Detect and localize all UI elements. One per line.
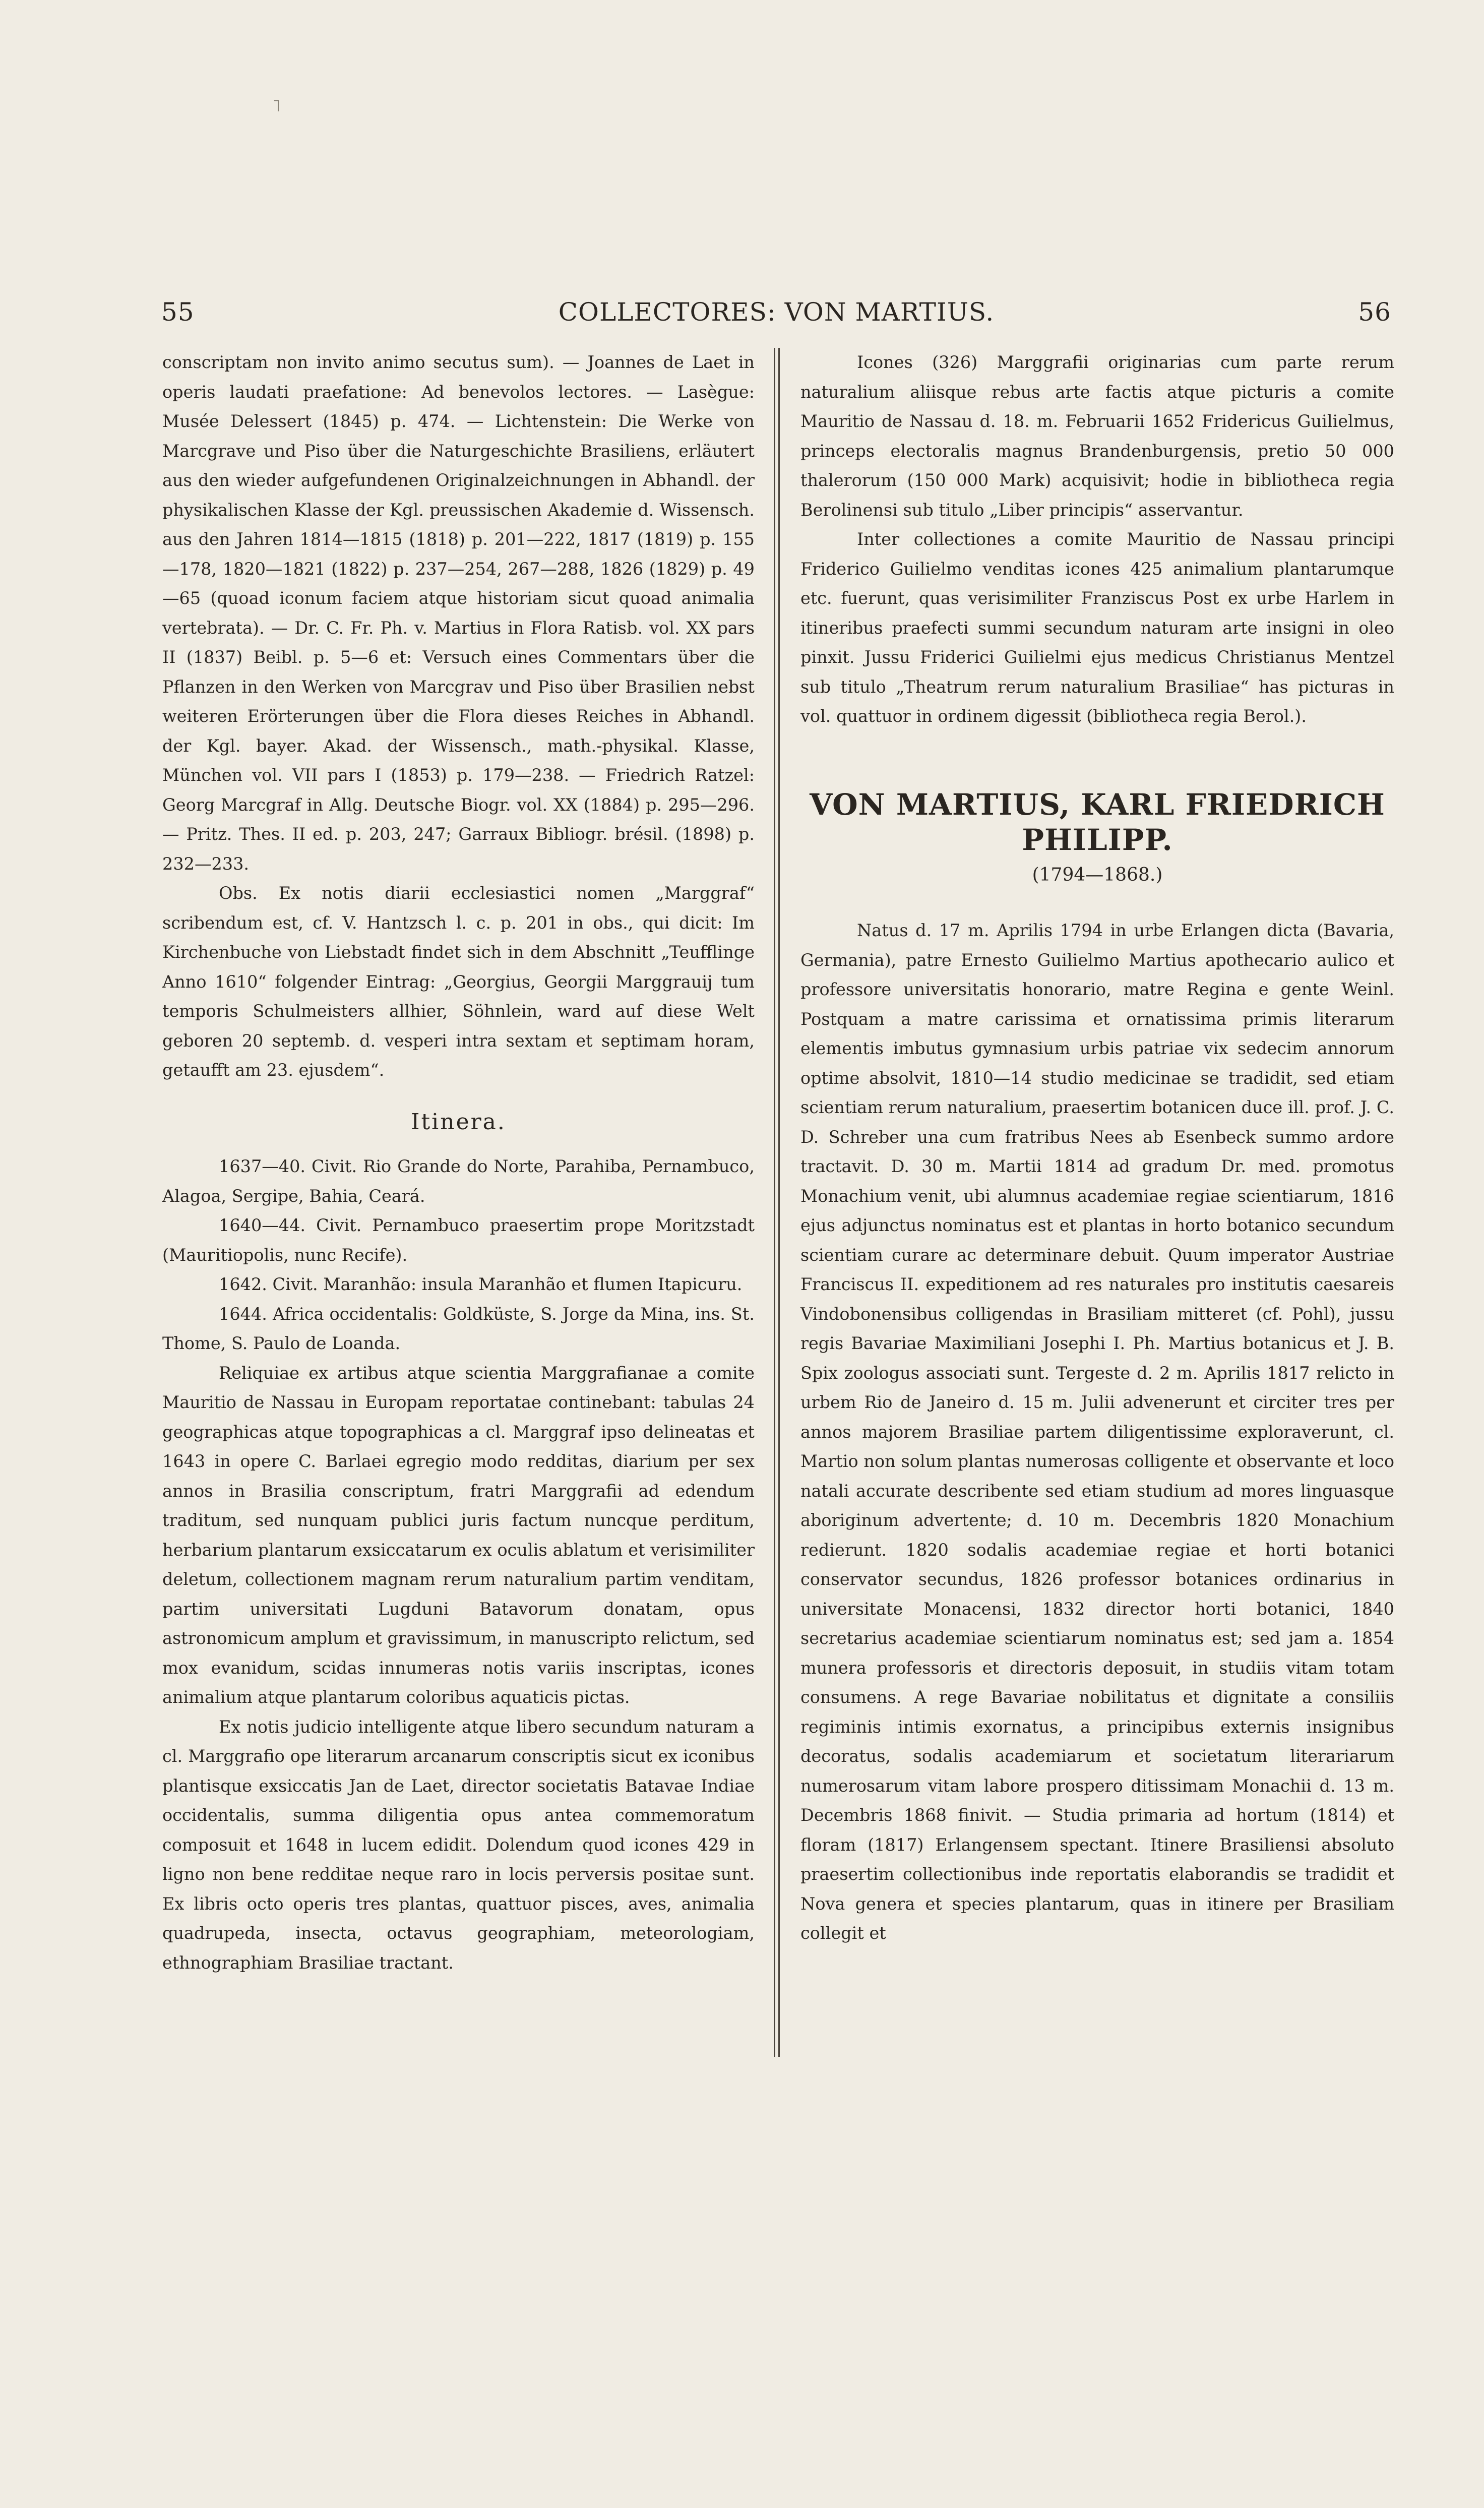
reliquiae-paragraph: Reliquiae ex artibus atque scientia Marggrafianae a comite Mauritio de Nassau in Europam reportatae continebant: tabulas 24 geographicas atque topographicas a cl. Marggraf ipso delineatas et 1643 in opere C. Barlaei egregio modo redditas, diarium per sex annos in Brasilia conscriptum, fratri Marggrafii ad edendum traditum, sed nunquam publici juris factum nuncque perditum, herbarium plantarum exsiccatarum ex oculis ablatum et verisimiliter deletum, collectionem magnam rerum naturalium partim venditam, partim universitati Lugduni Batavorum donatam, opus astronomicum amplum et gravissimum, in manuscripto relictum, sed mox evanidum, scidas innumeras notis variis inscriptas, icones animalium atque plantarum coloribus aquaticis pictas.	[162, 1363, 755, 1707]
laet-paragraph: Ex notis judicio intelligente atque libero secundum naturam a cl. Marggrafio ope literarum arcanarum conscriptis sicut ex iconibus plantisque exsiccatis Jan de Laet, director societatis Batavae Indiae occidentalis, summa diligentia opus antea commemoratum composuit et 1648 in lucem edidit. Dolendum quod icones 429 in ligno non bene redditae neque raro in locis perversis positae sunt. Ex libris octo operis tres plantas, quattuor pisces, aves, animalia quadrupeda, insecta, octavus geographiam, meteorologiam, ethnographiam Brasiliae tractant.	[162, 1717, 755, 1973]
itinerary-1637: 1637—40. Civit. Rio Grande do Norte, Parahiba, Pernambuco, Alagoa, Sergipe, Bahia, Ceará.	[162, 1156, 755, 1206]
page-number-right: 56	[1358, 297, 1391, 327]
page-number-left: 55	[161, 297, 195, 327]
column-divider-rule	[774, 348, 780, 2057]
bibliography-paragraph: conscriptam non invito animo secutus sum). — Joannes de Laet in operis laudati praefatione: Ad benevolos lectores. — Lasègue: Musée Delessert (1845) p. 474. — Lichtenstein: Die Werke von Marcgrave und Piso über die Naturgeschichte Brasiliens, erläutert aus den wieder aufgefundenen Originalzeichnungen in Abhandl. der physikalischen Klasse der Kgl. preussischen Akademie d. Wissensch. aus den Jahren 1814—1815 (1818) p. 201—222, 1817 (1819) p. 155—178, 1820—1821 (1822) p. 237—254, 267—288, 1826 (1829) p. 49—65 (quoad iconum faciem atque historiam sicut quoad animalia vertebrata). — Dr. C. Fr. Ph. v. Martius in Flora Ratisb. vol. XX pars II (1837) Beibl. p. 5—6 et: Versuch eines Commentars über die Pflanzen in den Werken von Marcgrav und Piso über Brasilien nebst weiteren Erörterungen über die Flora dieses Reiches in Abhandl. der Kgl. bayer. Akad. der Wissensch., math.-physikal. Klasse, München vol. VII pars I (1853) p. 179—238. — Friedrich Ratzel: Georg Marcgraf in Allg. Deutsche Biogr. vol. XX (1884) p. 295—296. — Pritz. Thes. II ed. p. 203, 247; Garraux Bibliogr. brésil. (1898) p. 232—233.	[162, 352, 755, 874]
icones-paragraph: Icones (326) Marggrafii originarias cum parte rerum naturalium aliisque rebus arte factis atque picturis a comite Mauritio de Nassau d. 18. m. Februarii 1652 Fridericus Guilielmus, princeps electoralis magnus Brandenburgensis, pretio 50 000 thalerorum (150 000 Mark) acquisivit; hodie in bibliotheca regia Berolinensi sub titulo „Liber principis“ asservantur.	[800, 352, 1394, 520]
itinerary-1644: 1644. Africa occidentalis: Goldküste, S. Jorge da Mina, ins. St. Thome, S. Paulo de Loanda.	[162, 1304, 755, 1353]
left-column	[162, 348, 755, 1978]
obs-paragraph: Obs. Ex notis diarii ecclesiastici nomen „Marggraf“ scribendum est, cf. V. Hantzsch l. c. p. 201 in obs., qui dicit: Im Kirchenbuche von Liebstadt findet sich in dem Abschnitt „Teufflinge Anno 1610“ folgender Eintrag: „Georgius, Georgii Marggrauij tum temporis Schulmeisters allhier, Söhnlein, ward auf diese Welt geboren 20 septemb. d. vesperi intra sextam et septimam horam, getaufft am 23. ejusdem“.	[162, 883, 755, 1080]
biography-dates: (1794—1868.)	[1032, 864, 1163, 885]
collections-paragraph: Inter collectiones a comite Mauritio de Nassau principi Friderico Guilielmo venditas icones 425 animalium plantarumque etc. fuerunt, quas verisimiliter Franziscus Post ex urbe Harlem in itineribus praefecti summi secundum naturam arte insigni in oleo pinxit. Jussu Friderici Guilielmi ejus medicus Christianus Mentzel sub titulo „Theatrum rerum naturalium Brasiliae“ has picturas in vol. quattuor in ordinem digessit (bibliotheca regia Berol.).	[800, 529, 1394, 726]
biography-title: VON MARTIUS, KARL FRIEDRICH PHILIPP.	[810, 787, 1385, 857]
right-column	[800, 348, 1394, 1948]
itinerary-1642: 1642. Civit. Maranhão: insula Maranhão et flumen Itapicuru.	[219, 1274, 743, 1294]
biography-paragraph: Natus d. 17 m. Aprilis 1794 in urbe Erlangen dicta (Bavaria, Germania), patre Ernesto Guilielmo Martius apothecario aulico et professore universitatis honorario, matre Regina e gente Weinl. Postquam a matre carissima et ornatissima primis literarum elementis imbutus gymnasium urbis patriae vix sedecim annorum optime absolvit, 1810—14 studio medicinae se tradidit, sed etiam scientiam rerum naturalium, praesertim botanicen duce ill. prof. J. C. D. Schreber una cum fratribus Nees ab Esenbeck summo ardore tractavit. D. 30 m. Martii 1814 ad gradum Dr. med. promotus Monachium venit, ubi alumnus academiae regiae scientiarum, 1816 ejus adjunctus nominatus est et plantas in horto botanico secundum scientiam curare ac determinare debuit. Quum imperator Austriae Franciscus II. expeditionem ad res naturales pro institutis caesareis Vindobonensibus colligendas in Brasiliam mitteret (cf. Pohl), jussu regis Bavariae Maximiliani Josephi I. Ph. Martius botanicus et J. B. Spix zoologus associati sunt. Tergeste d. 2 m. Aprilis 1817 relicto in urbem Rio de Janeiro d. 15 m. Julii advenerunt et circiter tres per annos majorem Brasiliae partem diligentissime exploraverunt, cl. Martio non solum plantas numerosas colligente et observante et loco natali accurate describente sed etiam studium ad mores linguasque aboriginum advertente; d. 10 m. Decembris 1820 Monachium redierunt. 1820 sodalis academiae regiae et horti botanici conservator secundus, 1826 professor botanices ordinarius in universitate Monacensi, 1832 director horti botanici, 1840 secretarius academiae scientiarum nominatus est; sed jam a. 1854 munera professoris et directoris deposuit, in studiis vitam totam consumens. A rege Bavariae nobilitatus et dignitate a consiliis regiminis intimis exornatus, a principibus externis insignibus decoratus, sodalis academiarum et societatum literariarum numerosarum vitam labore prospero ditissimam Monachii d. 13 m. Decembris 1868 finivit. — Studia primaria ad hortum (1814) et floram (1817) Erlangensem spectant. Itinere Brasiliensi absoluto praesertim collectionibus inde reportatis elaborandis se tradidit et Nova genera et species plantarum, quas in itinere per Brasiliam collegit et	[800, 921, 1394, 1943]
itinerary-1640: 1640—44. Civit. Pernambuco praesertim prope Moritzstadt (Mauritiopolis, nunc Recife).	[162, 1215, 755, 1265]
itinera-heading: Itinera.	[411, 1109, 506, 1135]
running-head	[161, 297, 1391, 333]
running-title: COLLECTORES: VON MARTIUS.	[558, 297, 995, 327]
page-corner-mark: ˥	[272, 96, 281, 116]
